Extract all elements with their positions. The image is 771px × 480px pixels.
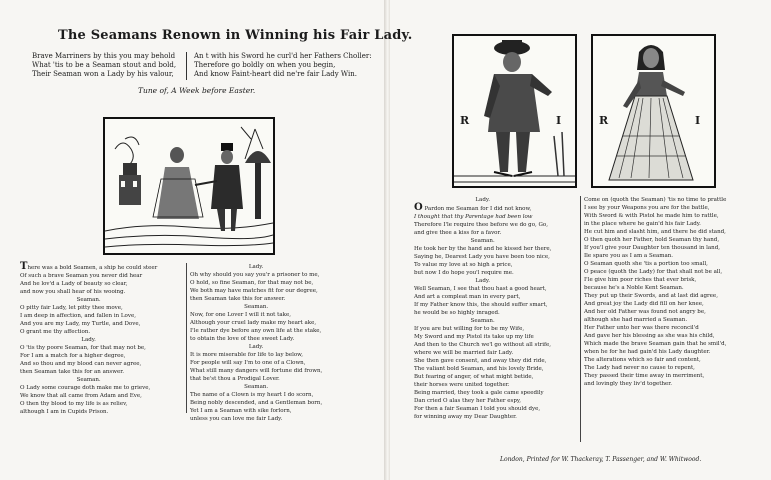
- intro-line: An t with his Sword he curl'd her Fathers Choller:: [194, 52, 372, 60]
- verse-line: but now I do hope you'l require me.: [414, 270, 514, 276]
- woodcut-lady-illustration: [591, 34, 716, 188]
- verse-line: And gave her his blessing as she was his child,: [584, 333, 715, 339]
- verse-line: The name of a Clown is my heart I do scorn,: [190, 392, 314, 398]
- verse-line: O then thy blood to my life is as reliev,: [20, 401, 128, 407]
- verse-line: Ile spare you as I am a Seaman.: [584, 253, 674, 259]
- verse-line: They passed their time away in merriment,: [584, 373, 705, 379]
- verse-column-left-1: [20, 263, 157, 416]
- verse-line: and now you shall hear of his wooing.: [20, 289, 126, 295]
- verse-line: O Pardon me Seaman for I did not know,: [414, 202, 532, 213]
- verse-line: Which made the brave Seaman gain that he smil'd,: [584, 341, 727, 347]
- verse-line: My Sword and my Pistol its take up my life: [414, 334, 534, 340]
- verse-line: Yet I am a Seaman with sike forlorn,: [190, 408, 292, 414]
- speaker-heading: Seaman.: [76, 377, 101, 383]
- verse-line: With Sword & with Pistol he made him to rattle,: [584, 213, 719, 219]
- intro-verse-right: [194, 52, 372, 79]
- speaker-heading: Lady.: [475, 197, 490, 203]
- verse-line: Although your cruel lady make my heart ake,: [190, 320, 317, 326]
- verse-line: And then to the Church we'l go without all strife,: [414, 342, 551, 348]
- verse-line: then Seaman take this for an answer.: [20, 369, 124, 375]
- verse-column-left-2: [190, 263, 322, 423]
- verse-line: Dan cried O alas they her Father espy,: [414, 398, 521, 404]
- verse-line: She then gave consent, and away they did ride,: [414, 358, 547, 364]
- book-gutter: [384, 0, 390, 480]
- intro-line: Therefore go boldly on when you begin,: [194, 61, 336, 69]
- verse-line: O hold, so fine Seaman, for that may not be,: [190, 280, 314, 286]
- intro-line: And know Faint-heart did ne're fair Lady Win.: [194, 70, 357, 78]
- verse-line: If my Father know this, the should suffer smart,: [414, 302, 548, 308]
- verse-line: I'le give him poor riches that ever brisk,: [584, 277, 697, 283]
- verse-line: And great joy the Lady did fill on her knee,: [584, 301, 704, 307]
- verse-line: Come on (quoth the Seaman) 'tis no time to prattle: [584, 197, 727, 203]
- verse-line: The alterations which so fair and content,: [584, 357, 701, 363]
- column-divider: [186, 263, 187, 413]
- verse-line: I am deep in affection, and fallen in Love,: [20, 313, 136, 319]
- verse-line: O pitty fair Lady, let pitty thee move,: [20, 305, 123, 311]
- speaker-heading: Lady.: [81, 337, 96, 343]
- ballad-title: The Seamans Renown in Winning his Fair Lady.: [58, 28, 413, 43]
- verse-line: unless you can love me fair Lady.: [190, 416, 283, 422]
- speaker-heading: Seaman.: [470, 238, 495, 244]
- verse-line: The Lady had never no cause to repent,: [584, 365, 695, 371]
- verse-line: O Lady some courage doth make me to grieve,: [20, 385, 151, 391]
- verse-line: We know that all came from Adam and Eve,: [20, 393, 142, 399]
- verse-line: They put up their Swords, and at last did agree,: [584, 293, 718, 299]
- verse-line: I see by your Weapons you are for the battle,: [584, 205, 710, 211]
- verse-line: Therefore I'le require thee before we do go, Go,: [414, 222, 548, 228]
- verse-line: although I am in Cupids Prison.: [20, 409, 109, 415]
- verse-line: although she had married a Seaman.: [584, 317, 688, 323]
- woodcut-cavalier-illustration: [452, 34, 577, 188]
- verse-line: And you are my Lady, my Turtle, and Dove,: [20, 321, 141, 327]
- verse-line: Her Father unto her was there reconcil'd: [584, 325, 699, 331]
- verse-line: then Seaman take this for answer.: [190, 296, 286, 302]
- verse-line: Being nobly descended, and a Gentleman born,: [190, 400, 323, 406]
- verse-line: And art a compleat man in every part,: [414, 294, 521, 300]
- speaker-heading: Seaman.: [244, 304, 269, 310]
- woodcut-couple-illustration: [103, 117, 275, 255]
- printer-imprint: London, Printed for W. Thackeray, T. Passenger, and W. Whitwood.: [500, 456, 702, 463]
- verse-line: Saying he, Dearest Lady you have been too nice,: [414, 254, 550, 260]
- verse-line: For I am a match for a higher degree,: [20, 353, 126, 359]
- verse-line: The valiant bold Seaman, and his lovely Bride,: [414, 366, 544, 372]
- verse-line: when he for he had gain'd his Lady daughter.: [584, 349, 711, 355]
- verse-line: for winning away my Dear Daughter.: [414, 414, 517, 420]
- verse-line: He cut him and slasht him, and there he did stand,: [584, 229, 726, 235]
- speaker-heading: Lady.: [248, 264, 264, 270]
- verse-line: Being married, they took a gale came speedily: [414, 390, 544, 396]
- intro-line: Brave Marriners by this you may behold: [32, 52, 176, 60]
- verse-line: O peace (quoth the Lady) for that shall not be all,: [584, 269, 723, 275]
- verse-line: O grant me thy affection.: [20, 329, 91, 335]
- intro-verse-left: [32, 52, 176, 79]
- verse-line: he would be so highly inraged.: [414, 310, 500, 316]
- verse-line: If you'l give your Daughter ten thousand in land,: [584, 245, 720, 251]
- verse-line: We both may have matches fit for our degree,: [190, 288, 318, 294]
- intro-divider: [186, 52, 187, 80]
- speaker-heading: Seaman.: [76, 297, 101, 303]
- verse-line: to obtain the love of thee sweet Lady.: [190, 336, 295, 342]
- verse-line: I thought that thy Parentage had been low: [414, 214, 533, 220]
- verse-line: There was a bold Seamen, a ship he could steer: [20, 261, 158, 272]
- verse-line: For then a fair Seaman I told you should dye,: [414, 406, 541, 412]
- verse-column-right-2: [584, 196, 726, 388]
- verse-line: their horses were united together.: [414, 382, 510, 388]
- speaker-heading: Lady.: [248, 344, 264, 350]
- verse-line: To value my love at so high a price,: [414, 262, 513, 268]
- verse-line: Of such a brave Seaman you never did hear: [20, 273, 143, 279]
- intro-line: What 'tis to be a Seaman stout and bold,: [32, 61, 177, 69]
- verse-line: in the place where he gain'd his fair Lady.: [584, 221, 701, 227]
- woodcut-letter: R: [599, 114, 609, 127]
- verse-line: And her old Father was found not angry be,: [584, 309, 706, 315]
- verse-line: It is more miserable for life to lay below,: [190, 352, 303, 358]
- woodcut-letter: I: [695, 114, 701, 127]
- verse-line: and give thee a kiss for a favor.: [414, 230, 502, 236]
- verse-line: O Seaman quoth she 'tis a portion too small,: [584, 261, 708, 267]
- verse-line: And he lov'd a Lady of beauty so clear,: [20, 281, 128, 287]
- verse-line: that be'st thou a Prodigal Lover.: [190, 376, 280, 382]
- woodcut-letter: I: [556, 114, 562, 127]
- speaker-heading: Seaman.: [244, 384, 269, 390]
- verse-line: What still many dangers will fortune did frown,: [190, 368, 323, 374]
- verse-line: Now, for one Lover I will it not take,: [190, 312, 291, 318]
- verse-line: He took her by the hand and he kissed her there,: [414, 246, 552, 252]
- verse-line: O 'tis thy poore Seaman, for that may not be,: [20, 345, 146, 351]
- verse-line: I'le rather dye before any own life at the stake,: [190, 328, 322, 334]
- verse-line: Well Seaman, I see that thou hast a good heart,: [414, 286, 547, 292]
- column-divider: [580, 196, 581, 442]
- verse-line: O then quoth her Father, hold Seaman thy hand,: [584, 237, 720, 243]
- verse-line: For people will say I'm to one of a Clown,: [190, 360, 306, 366]
- speaker-heading: Seaman.: [470, 318, 495, 324]
- verse-line: because he's a Noble Kent Seaman.: [584, 285, 684, 291]
- verse-line: If you are but willing for to be my Wife,: [414, 326, 525, 332]
- verse-line: and lovingly they liv'd together.: [584, 381, 673, 387]
- verse-line: And so thou and my blood can never agree,: [20, 361, 142, 367]
- tune-line: Tune of, A Week before Easter.: [138, 86, 256, 95]
- intro-line: Their Seaman won a Lady by his valour,: [32, 70, 174, 78]
- verse-line: But fearing of anger, of what might betide,: [414, 374, 534, 380]
- speaker-heading: Lady.: [475, 278, 490, 284]
- verse-line: where we will be married fair Lady.: [414, 350, 514, 356]
- woodcut-letter: R: [460, 114, 470, 127]
- verse-line: Oh why should you say you'r a prisoner to me,: [190, 272, 320, 278]
- verse-column-right-1: [414, 196, 551, 421]
